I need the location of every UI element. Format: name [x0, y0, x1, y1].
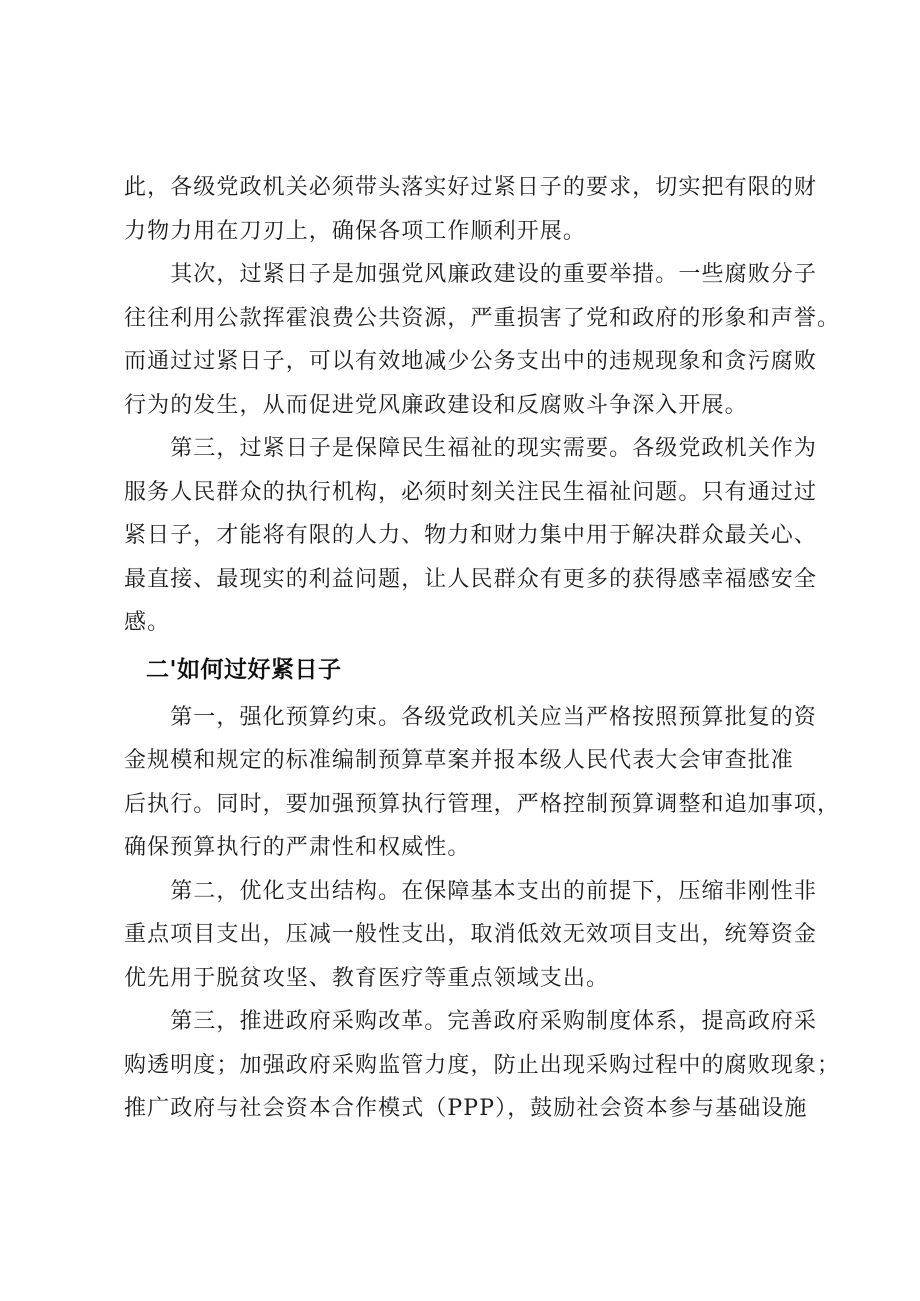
text-line: 服务人民群众的执行机构，必须时刻关注民生福祉问题。只有通过过: [124, 479, 818, 505]
text-line: 行为的发生，从而促进党风廉政建设和反腐败斗争深入开展。: [124, 392, 748, 418]
section-heading: 二'如何过好紧日子: [146, 656, 342, 683]
text-line: 此，各级党政机关必须带头落实好过紧日子的要求，切实把有限的财: [124, 175, 818, 200]
text-line: 确保预算执行的严肃性和权威性。: [124, 835, 471, 860]
paragraph-budget-constraint: [124, 696, 841, 870]
text-line: 购透明度；加强政府采购监管力度，防止出现采购过程中的腐败现象；: [124, 1052, 841, 1078]
text-line: 后执行。同时，要加强预算执行管理，严格控制预算调整和追加事项，: [124, 791, 841, 817]
paragraph-procurement-reform: [124, 1000, 841, 1131]
text-line: 金规模和规定的标准编制预算草案并报本级人民代表大会审查批准: [124, 748, 794, 773]
text-line: 而通过过紧日子，可以有效地减少公务支出中的违规现象和贪污腐败: [124, 349, 818, 374]
text-line: 紧日子，才能将有限的人力、物力和财力集中用于解决群众最关心、: [124, 523, 818, 548]
paragraph-third-point: [124, 427, 818, 645]
text-line: 重点项目支出，压减一般性支出，取消低效无效项目支出，统筹资金: [124, 922, 818, 947]
text-line: 第一，强化预算约束。各级党政机关应当严格按照预算批复的资: [124, 704, 818, 730]
paragraph-intro-continued: [124, 166, 818, 253]
paragraph-expenditure-structure: [124, 870, 818, 1001]
text-line: 往往利用公款挥霍浪费公共资源，严重损害了党和政府的形象和声誉。: [124, 305, 841, 331]
document-body: [124, 166, 841, 1131]
text-line: 推广政府与社会资本合作模式（PPP），鼓励社会资本参与基础设施: [124, 1096, 808, 1121]
text-line: 第三，推进政府采购改革。完善政府采购制度体系，提高政府采: [124, 1009, 818, 1034]
text-line: 第三，过紧日子是保障民生福祉的现实需要。各级党政机关作为: [124, 436, 818, 461]
text-line: 力物力用在刀刃上，确保各项工作顺利开展。: [124, 218, 587, 244]
text-line: 第二，优化支出结构。在保障基本支出的前提下，压缩非刚性非: [124, 878, 818, 904]
text-line: 最直接、最现实的利益问题，让人民群众有更多的获得感幸福感安全: [124, 566, 818, 592]
text-line: 优先用于脱贫攻坚、教育医疗等重点领域支出。: [124, 965, 610, 991]
text-line: 感。: [124, 610, 171, 635]
paragraph-second-point: [124, 253, 841, 427]
text-line: 其次，过紧日子是加强党风廉政建设的重要举措。一些腐败分子: [124, 262, 818, 287]
